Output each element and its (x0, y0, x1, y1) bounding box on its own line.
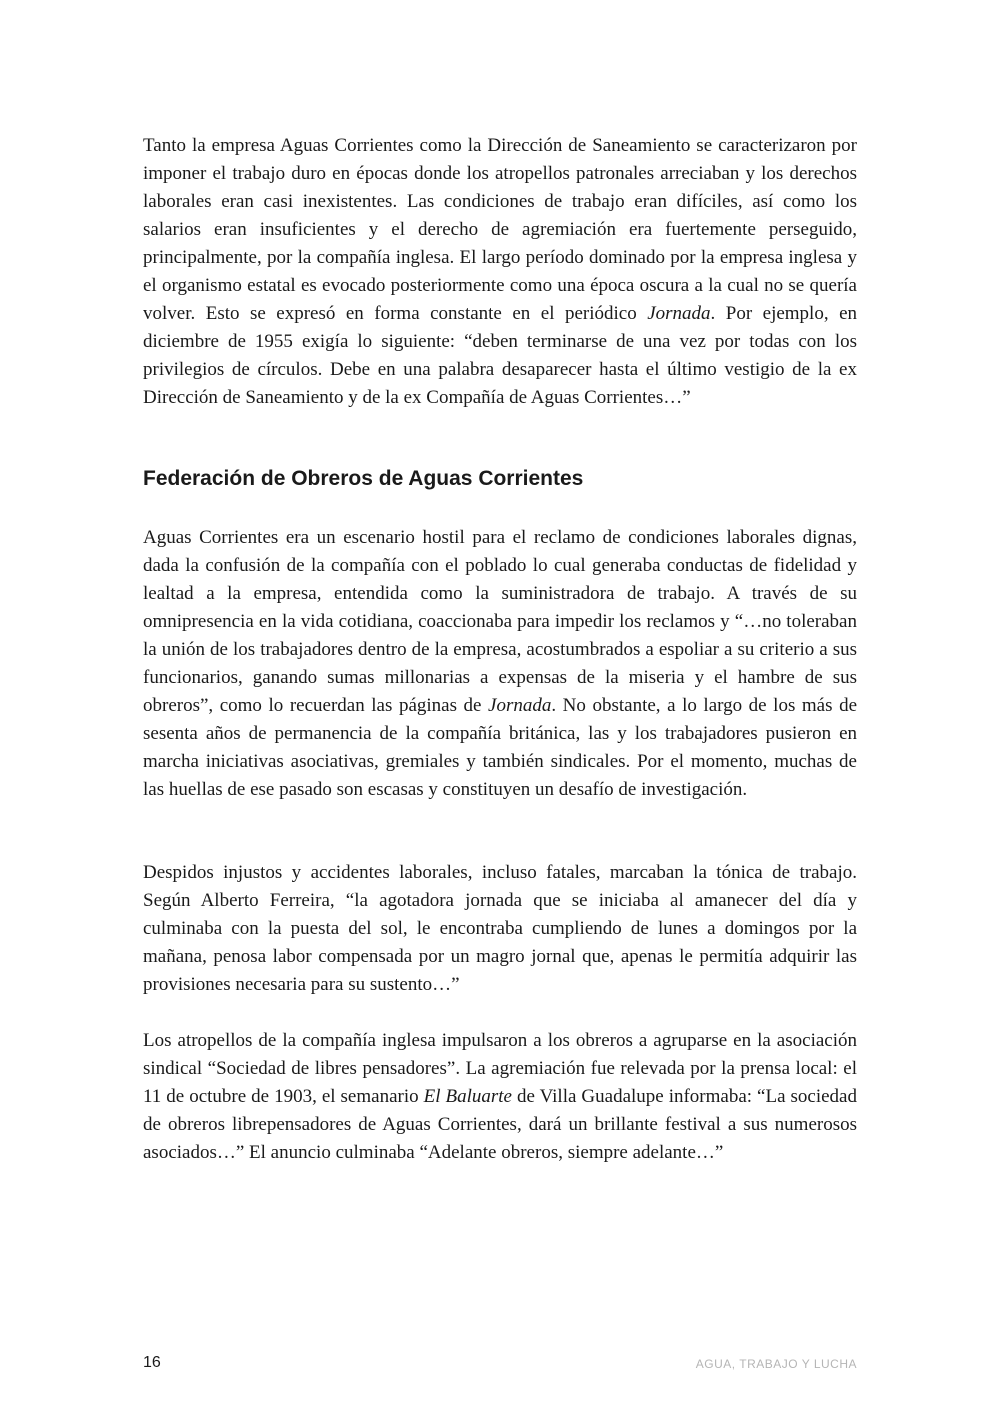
newspaper-title-jornada: Jornada (647, 303, 711, 324)
running-footer-title: AGUA, TRABAJO Y LUCHA (695, 1357, 857, 1371)
paragraph-1-text: Tanto la empresa Aguas Corrientes como la Dirección de Saneamiento se caracterizaron por imponer el trabajo duro en épocas donde los atropellos patronales arreciaban y los derechos laborales eran casi inexistentes. Las condiciones de trabajo eran difíciles, así como los salarios eran insuficientes y el derecho de agremiación era fuertemente perseguido, principalmente, por la compañía inglesa. El largo período dominado por la empresa inglesa y el organismo estatal es evocado posteriormente como una época oscura a la cual no se quería volver. Esto se expresó en forma constante en el periódico Jornada. Por ejemplo, en diciembre de 1955 exigía lo siguiente: “deben terminarse de una vez por todas con los privilegios de círculos. Debe en una palabra desaparecer hasta el último vestigio de la ex Dirección de Saneamiento y de la ex Compañía de Aguas Corrientes…” (143, 135, 858, 408)
paragraph-4 (143, 1027, 857, 1167)
paragraph-2-text: Aguas Corrientes era un escenario hostil para el reclamo de condiciones laborales dignas, dada la confusión de la compañía con el poblado lo cual generaba conductas de fidelidad y lealtad a la empresa, entendida como la suministradora de trabajo. A través de su omnipresencia en la vida cotidiana, coaccionaba para impedir los reclamos y “…no toleraban la unión de los trabajadores dentro de la empresa, acostumbrados a espoliar a su criterio a sus funcionarios, ganando sumas millonarias a expensas de la miseria y el hambre de sus obreros”, como lo recuerdan las páginas de Jornada. No obstante, a lo largo de los más de sesenta años de permanencia de la compañía británica, las y los trabajadores pusieron en marcha iniciativas asociativas, gremiales y también sindicales. Por el momento, muchas de las huellas de ese pasado son escasas y constituyen un desafío de investigación. (143, 527, 858, 800)
paragraph-1 (143, 132, 857, 412)
newspaper-title-el-baluarte: El Baluarte (423, 1086, 512, 1107)
page-number: 16 (143, 1354, 161, 1371)
newspaper-title-jornada: Jornada (488, 695, 552, 716)
paragraph-3-text: Despidos injustos y accidentes laborales, incluso fatales, marcaban la tónica de trabajo. Según Alberto Ferreira, “la agotadora jornada que se iniciaba al amanecer del día y culminaba con la puesta del sol, le encontraba cumpliendo de lunes a domingos por la mañana, penosa labor compensada por un magro jornal que, apenas le permitía adquirir las provisiones necesaria para su sustento…” (143, 862, 857, 995)
paragraph-4-text: Los atropellos de la compañía inglesa impulsaron a los obreros a agruparse en la asociación sindical “Sociedad de libres pensadores”. La agremiación fue relevada por la prensa local: el 11 de octubre de 1903, el semanario El Baluarte de Villa Guadalupe informaba: “La sociedad de obreros librepensadores de Aguas Corrientes, dará un brillante festival a sus numerosos asociados…” El anuncio culminaba “Adelante obreros, siempre adelante…” (143, 1030, 857, 1163)
section-heading: Federación de Obreros de Aguas Corrientes (143, 467, 584, 490)
paragraph-3 (143, 859, 857, 999)
paragraph-2 (143, 524, 857, 804)
